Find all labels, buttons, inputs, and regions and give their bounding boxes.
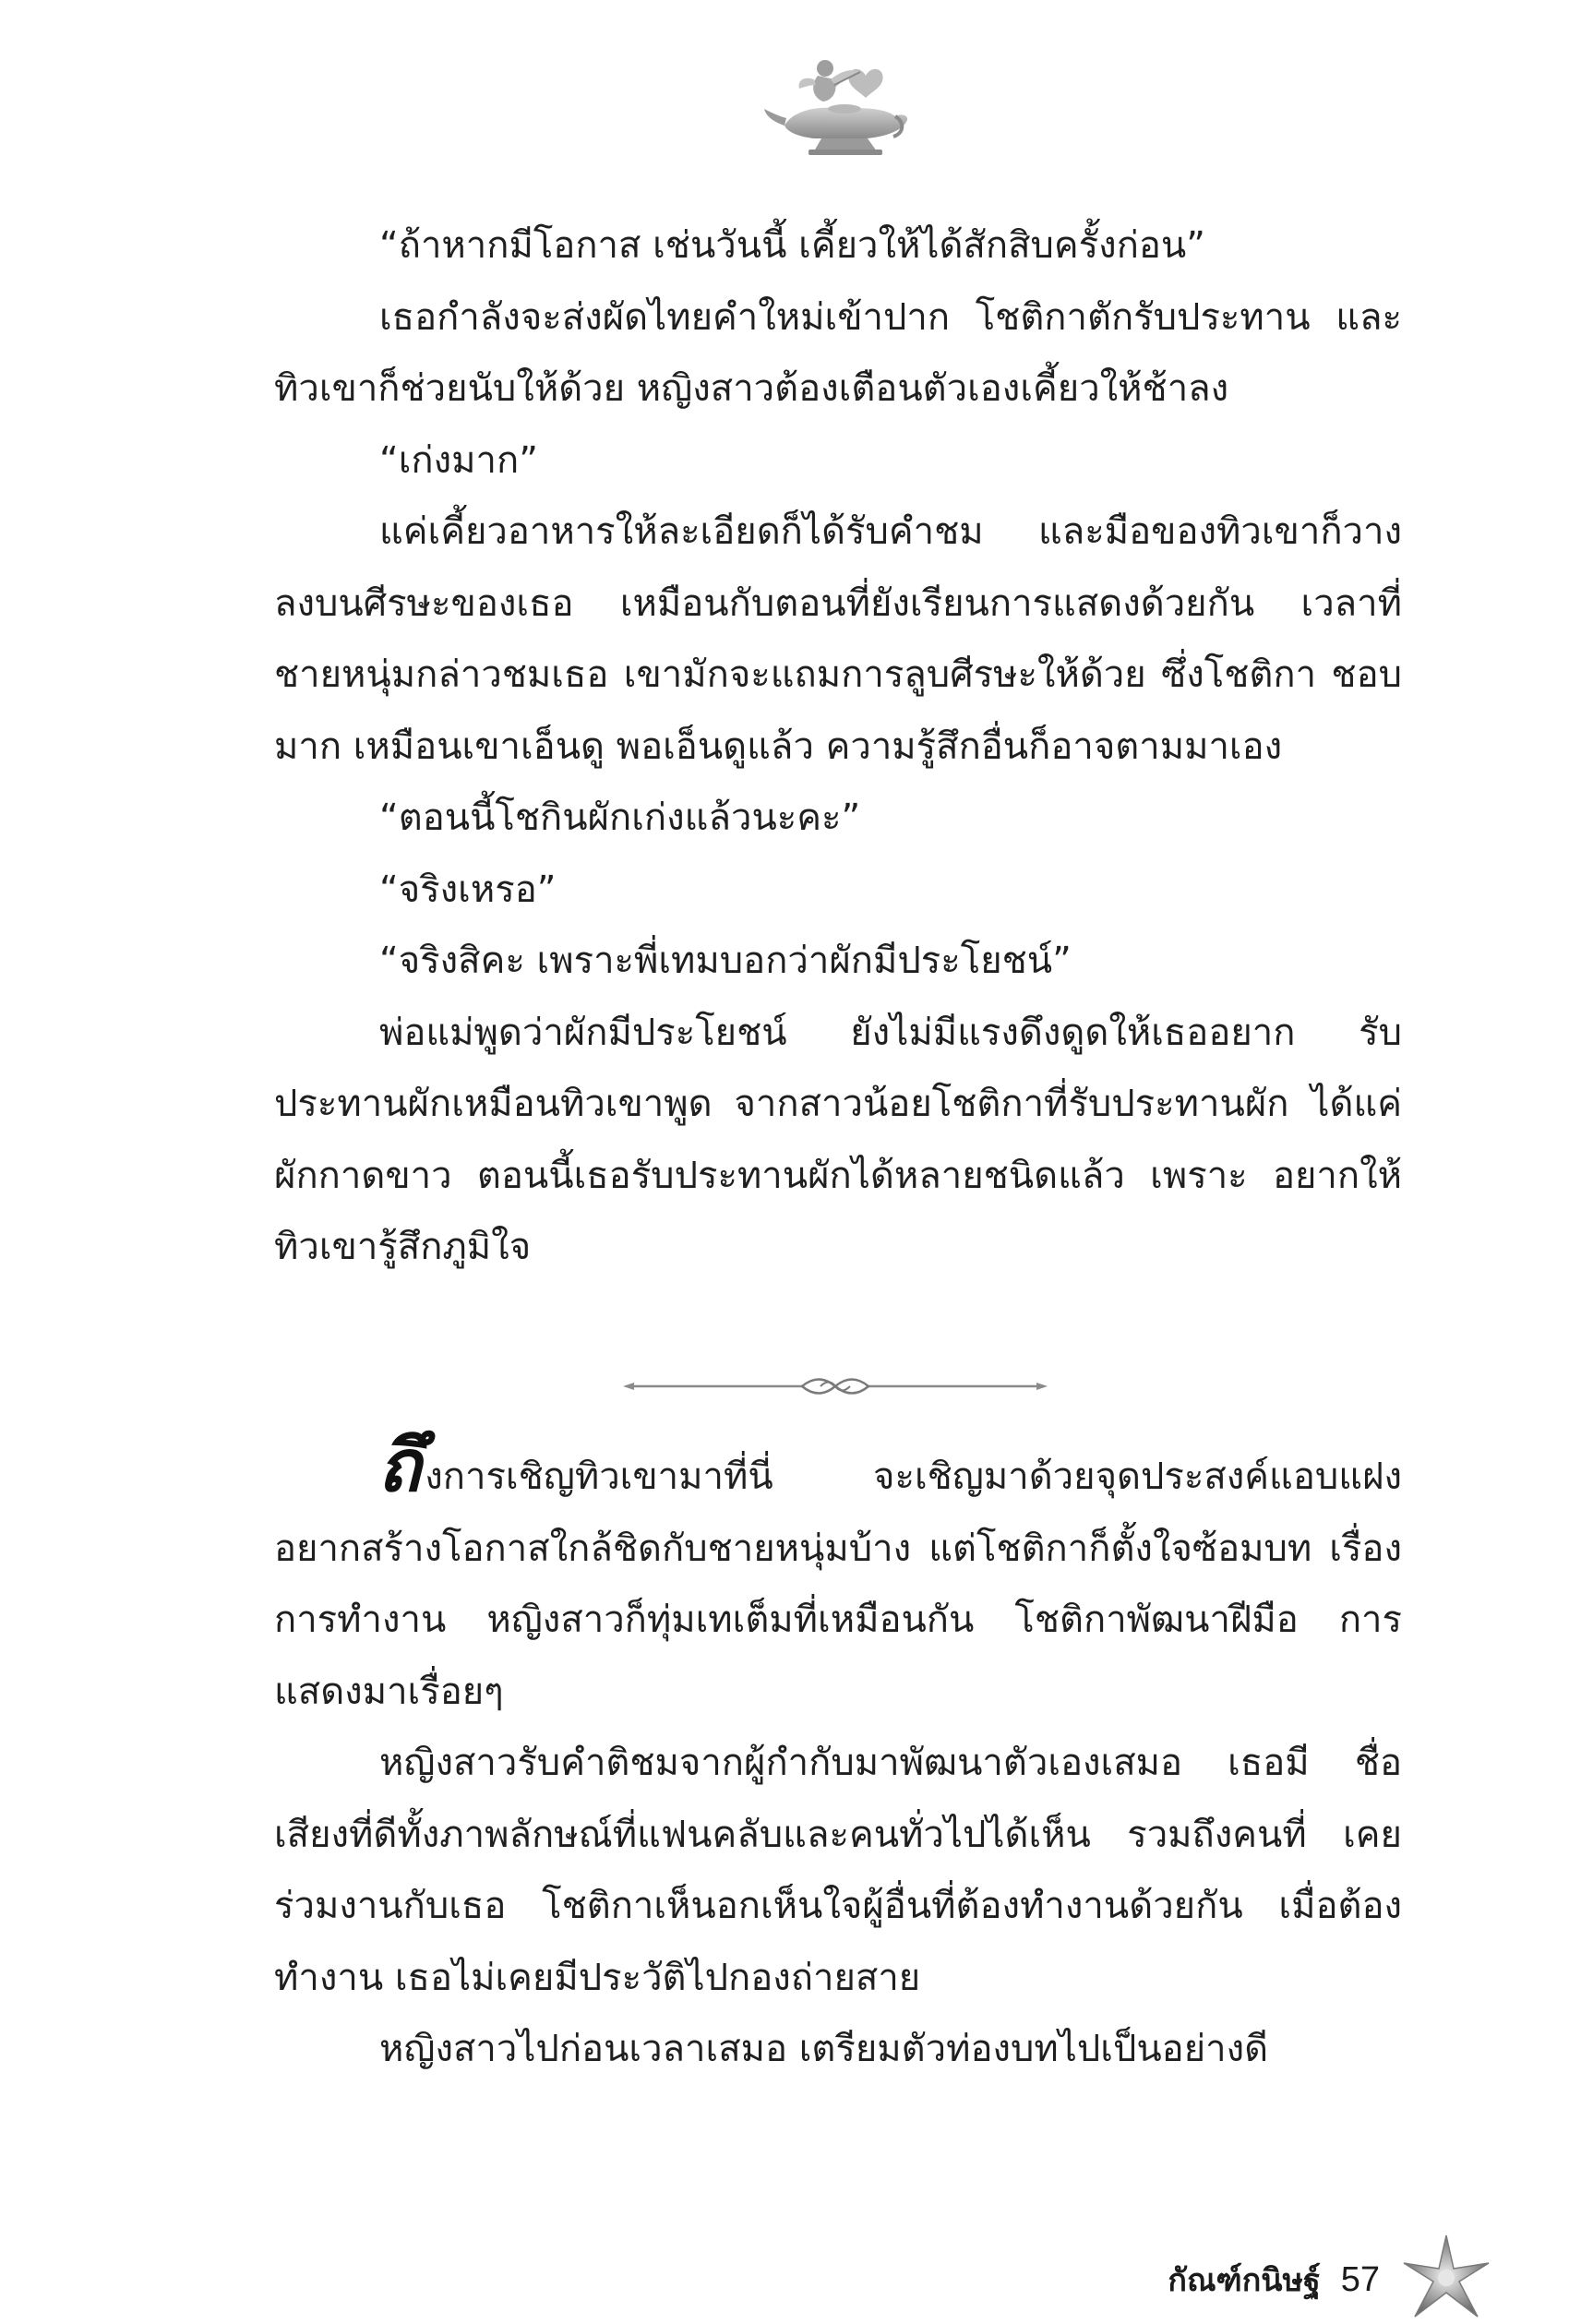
book-title: กัณฑ์กนิษฐ์	[1168, 2262, 1321, 2299]
cupid-lamp-ornament-icon	[757, 48, 914, 159]
page-footer	[1168, 2252, 1380, 2307]
paragraph: “จริงเหรอ”	[379, 868, 557, 911]
star-icon	[1400, 2232, 1492, 2324]
paragraph-text: งการเชิญทิวเขามาที่นี่ จะเชิญมาด้วยจุดประสงค์แอบแฝง อยากสร้างโอกาสใกล้ชิดกับชายหนุ่มบ้าง แต่โชติกาก็ตั้งใจซ้อมบท เรื่องการทำงาน หญิงสาวก็ทุ่มเทเต็มที่เหมือนกัน โชติกาพัฒนาฝีมือ การแสดงมาเรื่อยๆ	[274, 1455, 1402, 1713]
paragraph: แค่เคี้ยวอาหารให้ละเอียดก็ได้รับคำชม และมือของทิวเขาก็วาง ลงบนศีรษะของเธอ เหมือนกับตอนที่ยังเรียนการแสดงด้วยกัน เวลาที่ ชายหนุ่มกล่าวชมเธอ เขามักจะแถมการลูบศีรษะให้ด้วย ซึ่งโชติกา ชอบมาก เหมือนเขาเอ็นดู พอเอ็นดูแล้ว ความรู้สึกอื่นก็อาจตามมาเอง	[274, 510, 1402, 768]
paragraph: พ่อแม่พูดว่าผักมีประโยชน์ ยังไม่มีแรงดึงดูดให้เธออยาก รับประทานผักเหมือนทิวเขาพูด จากสาวน้อยโชติกาที่รับประทานผัก ได้แค่ผักกาดขาว ตอนนี้เธอรับประทานผักได้หลายชนิดแล้ว เพราะ อยากให้ทิวเขารู้สึกภูมิใจ	[274, 1011, 1402, 1268]
paragraph: หญิงสาวไปก่อนเวลาเสมอ เตรียมตัวท่องบทไปเป็นอย่างดี	[379, 2028, 1269, 2070]
body-text-top	[274, 210, 1402, 1284]
paragraph: “เก่งมาก”	[379, 438, 538, 482]
paragraph: หญิงสาวรับคำติชมจากผู้กำกับมาพัฒนาตัวเองเสมอ เธอมี ชื่อเสียงที่ดีทั้งภาพลักษณ์ที่แฟนคลับและคนทั่วไปได้เห็น รวมถึงคนที่ เคยร่วมงานกับเธอ โชติกาเห็นอกเห็นใจผู้อื่นที่ต้องทำงานด้วยกัน เมื่อต้องทำงาน เธอไม่เคยมีประวัติไปกองถ่ายสาย	[274, 1742, 1402, 1999]
paragraph: เธอกำลังจะส่งผัดไทยคำใหม่เข้าปาก โชติกาตักรับประทาน และทิวเขาก็ช่วยนับให้ด้วย หญิงสาวต้องเตือนตัวเองเคี้ยวให้ช้าลง	[274, 295, 1402, 410]
body-text-section-two	[274, 1425, 1402, 2086]
paragraph	[274, 1425, 1402, 1728]
page-number: 57	[1340, 2259, 1380, 2299]
paragraph: “ตอนนี้โชกินผักเก่งแล้วนะคะ”	[379, 797, 861, 839]
paragraph: “ถ้าหากมีโอกาส เช่นวันนี้ เคี้ยวให้ได้สักสิบครั้งก่อน”	[379, 224, 1205, 267]
dropcap: ถึ	[377, 1425, 422, 1508]
scroll-divider-icon	[623, 1370, 1048, 1403]
paragraph: “จริงสิคะ เพราะพี่เทมบอกว่าผักมีประโยชน์”	[379, 940, 1072, 982]
